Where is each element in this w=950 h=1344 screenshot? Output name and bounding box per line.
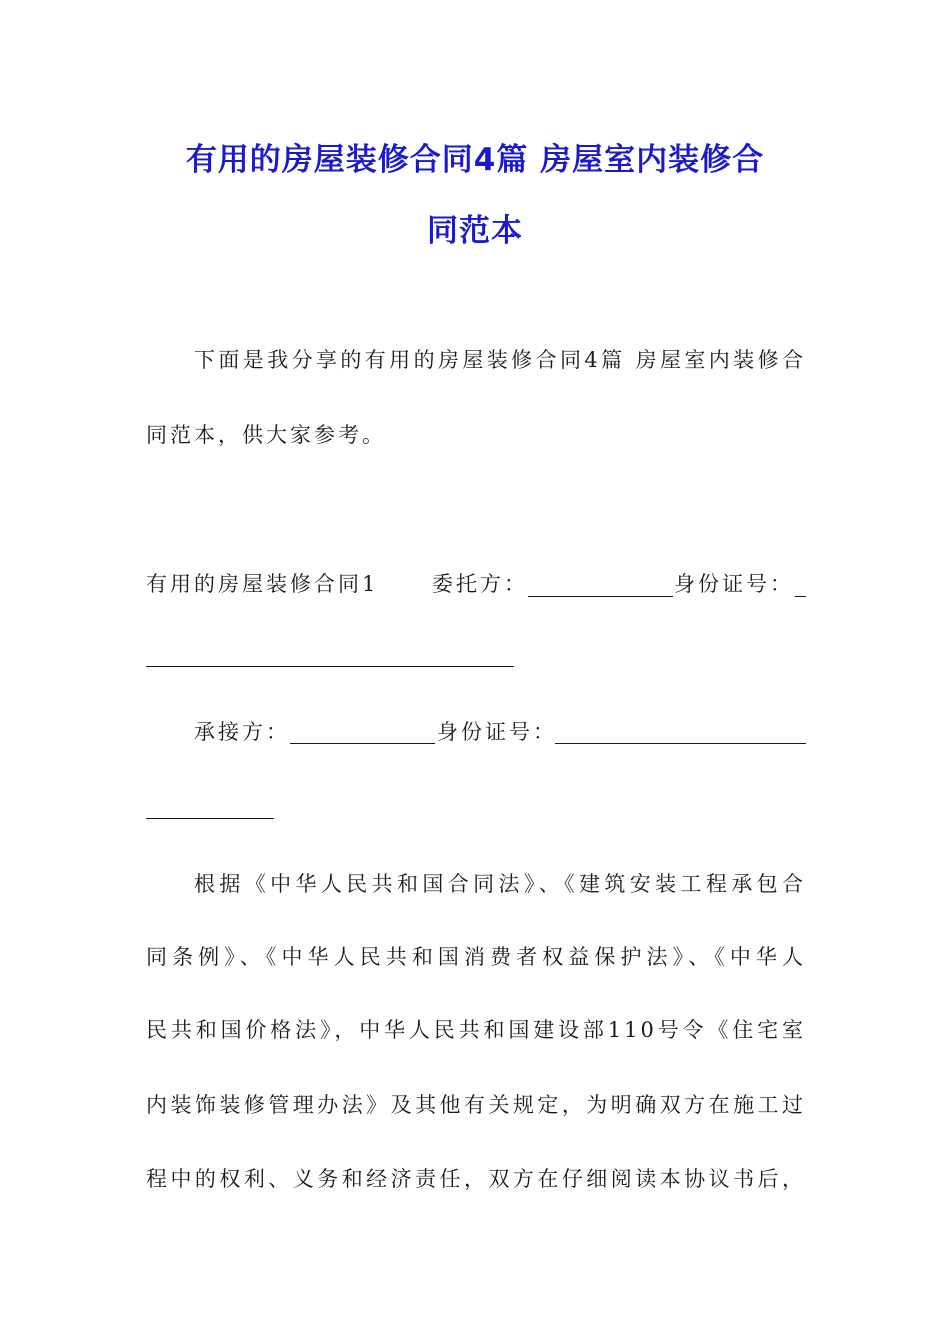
document-title-line-1: 有用的房屋装修合同4篇 房屋室内装修合	[185, 142, 765, 178]
contractor-id-label: 身份证号：	[437, 720, 557, 744]
basis-line-3: 民共和国价格法》，中华人民共和国建设部110号令《住宅室	[146, 1018, 806, 1042]
client-label: 委托方：	[432, 572, 528, 596]
client-id-label: 身份证号：	[674, 572, 794, 596]
basis-line-4: 内装饰装修管理办法》及其他有关规定，为明确双方在施工过	[146, 1093, 806, 1117]
intro-line-1: 下面是我分享的有用的房屋装修合同4篇 房屋室内装修合	[194, 348, 806, 372]
client-id-blank-start	[795, 596, 806, 597]
basis-line-1: 根据《中华人民共和国合同法》、《建筑安装工程承包合	[194, 872, 806, 896]
contractor-label: 承接方：	[194, 720, 290, 744]
document-title-line-2: 同范本	[427, 213, 523, 249]
basis-line-2: 同条例》、《中华人民共和国消费者权益保护法》、《中华人	[146, 945, 806, 969]
contractor-name-blank	[290, 743, 435, 744]
contractor-id-blank-cont	[146, 818, 274, 819]
client-name-blank	[528, 596, 673, 597]
contract-1-heading: 有用的房屋装修合同1	[146, 572, 379, 596]
contractor-id-blank-start	[555, 743, 806, 744]
client-id-blank-cont	[146, 666, 514, 667]
intro-line-2: 同范本，供大家参考。	[146, 423, 386, 447]
basis-line-5: 程中的权利、义务和经济责任，双方在仔细阅读本协议书后，	[146, 1167, 806, 1191]
